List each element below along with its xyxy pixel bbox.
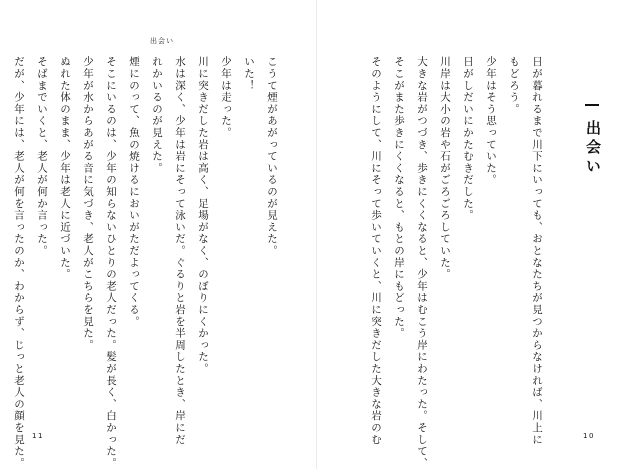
- text-line: 大きな岩がつづき、歩きにくくなると、少年はむこう岸にわたった。そして、: [416, 56, 428, 469]
- text-line: 水は深く、少年は岩にそって泳いだ。ぐるりと岩を半周したとき、岸にだ: [174, 56, 186, 446]
- text-line: ぬれた体のまま、少年は老人に近づいた。: [59, 56, 71, 281]
- text-line: れかいるのが見えた。: [151, 56, 163, 174]
- text-line: いた！: [243, 56, 255, 92]
- text-line: 煙にのって、魚の焼けるにおいがただよってくる。: [128, 56, 140, 328]
- text-line: 川に突きだした岩は高く、足場がなく、のぼりにくかった。: [197, 56, 209, 375]
- text-line: 日がしだいにかたむきだした。: [462, 56, 474, 222]
- text-line: 日が暮れるまで川下にいっても、おとなたちが見つからなければ、川上に: [531, 56, 543, 446]
- chapter-title: 出会い: [584, 120, 602, 177]
- text-line: そばまでいくと、老人が何か言った。: [36, 56, 48, 257]
- running-head: 出会い: [150, 37, 174, 45]
- right-page: [317, 0, 634, 469]
- text-line: もどろう。: [508, 56, 520, 115]
- chapter-number: [585, 104, 599, 106]
- text-line: 少年は走った。: [220, 56, 232, 139]
- text-line: 少年はそう思っていた。: [485, 56, 497, 186]
- text-line: こうて煙があがっているのが見えた。: [266, 56, 278, 257]
- page-number-left: 11: [32, 432, 44, 440]
- right-page-body: [364, 56, 548, 469]
- page-number-right: 10: [583, 432, 595, 440]
- text-line: だが、少年には、老人が何を言ったのか、わからず、じっと老人の顔を見た。: [13, 56, 25, 469]
- text-line: 川岸は大小の岩や石がごろごろしていた。: [439, 56, 451, 281]
- text-line: そこがまた歩きにくくなると、もとの岸にもどった。: [393, 56, 405, 340]
- text-line: そのようにして、川にそって歩いていくと、川に突きだした大きな岩のむ: [370, 56, 382, 446]
- text-line: 少年が水からあがる音に気づき、老人がこちらを見た。: [82, 56, 94, 351]
- text-line: そこにいるのは、少年の知らないひとりの老人だった。髪が長く、白かった。: [105, 56, 117, 469]
